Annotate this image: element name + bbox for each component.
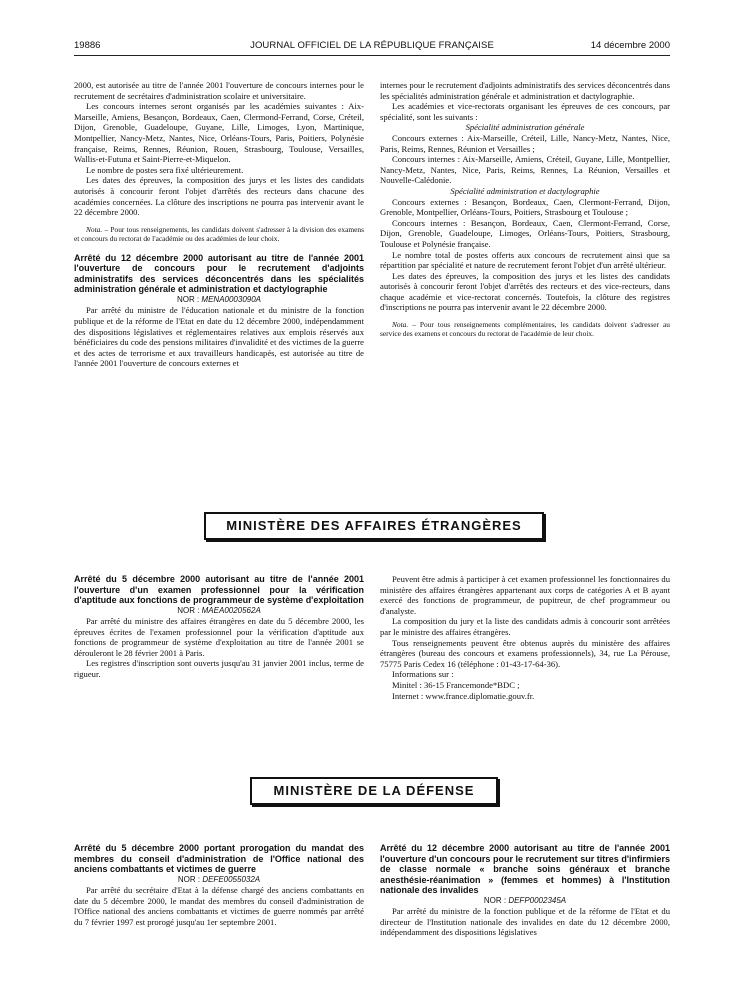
section1-right-column	[380, 80, 670, 338]
paragraph: Tous renseignements peuvent être obtenus auprès du ministère des affaires étrangères (bureau des concours et examens professionnels), 34, rue La Pérouse, 75775 Paris Cedex 16 (téléphone : 01-43-17-64-36).	[380, 637, 670, 669]
header-rule	[74, 55, 670, 56]
arrete-title: Arrêté du 5 décembre 2000 autorisant au titre de l'année 2001 l'ouverture d'un examen professionnel pour la vérification d'aptitude aux fonctions de programmeur de système d'exploitation	[74, 574, 364, 605]
nor-label: NOR :	[177, 874, 203, 884]
paragraph: Par arrêté du ministre des affaires étrangères en date du 5 décembre 2000, les épreuves écrites de l'examen professionnel pour la vérification d'aptitude aux fonctions de programmeur de système d'exploitation au titre de l'année 2001 se dérouleront le 28 février 2001 à Paris.	[74, 616, 364, 658]
paragraph: 2000, est autorisée au titre de l'année 2001 l'ouverture de concours internes pour le recrutement de secrétaires d'administration scolaire et universitaire.	[74, 80, 364, 101]
journal-title: JOURNAL OFFICIEL DE LA RÉPUBLIQUE FRANÇAISE	[250, 40, 494, 51]
nor-code: MAEA0020562A	[201, 605, 261, 615]
specialty-heading: Spécialité administration générale	[465, 122, 585, 133]
ministry-heading: MINISTÈRE DE LA DÉFENSE	[250, 777, 498, 805]
nor-label: NOR :	[177, 605, 202, 615]
paragraph: Les dates des épreuves, la composition des jurys et les listes des candidats autorisés à concourir feront l'objet d'arrêtés des recteurs et des vice-recteurs, dans chaque académie et vice-rectorat concernés. Toutefois, la clôture des registres d'inscriptions ne pourra pas intervenir avant le 22 décembre 2000.	[380, 270, 670, 313]
nor-reference	[380, 896, 670, 907]
paragraph: Concours externes : Aix-Marseille, Créteil, Lille, Nancy-Metz, Nantes, Nice, Paris, Reims, Rennes, Réunion et Versailles ;	[380, 132, 670, 154]
section3-right-column	[380, 843, 670, 938]
nota-label: Nota.	[392, 320, 409, 330]
arrete-title: Arrêté du 5 décembre 2000 portant prorogation du mandat des membres du conseil d'administration de l'Office national des anciens combattants et victimes de guerre	[74, 843, 364, 874]
nor-code: DEFP0002345A	[508, 895, 567, 905]
publication-date: 14 décembre 2000	[590, 40, 670, 51]
internet-line: Internet : www.france.diplomatie.gouv.fr.	[392, 690, 535, 701]
nota-label: Nota.	[86, 224, 103, 234]
nor-label: NOR :	[483, 895, 509, 905]
paragraph: Les dates des épreuves, la composition des jurys et les listes des candidats autorisés à concourir feront l'objet d'arrêtés des recteurs dans chacune des académies concernées. La clôture des inscriptions ne pourra pas intervenir avant le 22 décembre 2000.	[74, 175, 364, 218]
nor-reference	[74, 875, 364, 886]
paragraph: Peuvent être admis à participer à cet examen professionnel les fonctionnaires du ministère des affaires étrangères appartenant aux corps de catégories A et B ayant exercé des fonctions de programmeur, de pupitreur, de chef programmeur ou d'analyste.	[380, 574, 670, 616]
paragraph: internes pour le recrutement d'adjoints administratifs des services déconcentrés dans les spécialités administration générale et administration et dactylographie.	[380, 80, 670, 101]
ministry-heading: MINISTÈRE DES AFFAIRES ÉTRANGÈRES	[204, 512, 544, 540]
page-header	[74, 40, 670, 54]
nor-reference	[74, 606, 364, 617]
page-number: 19886	[74, 40, 101, 51]
paragraph: Concours externes : Besançon, Bordeaux, Caen, Clermont-Ferrand, Dijon, Grenoble, Montpellier, Orléans-Tours, Poitiers, Strasbourg et Toulouse ;	[380, 196, 670, 218]
paragraph: Par arrêté du ministre de la fonction publique et de la réforme de l'Etat et du directeur de l'Institution nationale des invalides en date du 12 décembre 2000, indépendamment des dispositions législatives	[380, 906, 670, 938]
paragraph: Concours internes : Aix-Marseille, Amiens, Créteil, Guyane, Lille, Montpellier, Nancy-Metz, Nantes, Nice, Paris, Reims, Rennes, La Réunion, Versailles et Nouvelle-Calédonie.	[380, 154, 670, 186]
paragraph: Les concours internes seront organisés par les académies suivantes : Aix-Marseille, Amiens, Besançon, Bordeaux, Caen, Clermond-Ferrand, Corse, Créteil, Dijon, Grenoble, Guadeloupe, Guyane, Lille, Limoges, Lyon, Martinique, Montpellier, Nancy-Metz, Nantes, Nice, Orléans-Tours, Paris, Poitiers, Polynésie française, Reims, Rennes, Réunion, Rouen, Strasbourg, Toulouse, Versailles, Wallis-et-Futuna et Saint-Pierre-et-Miquelon.	[74, 101, 364, 165]
specialty-heading: Spécialité administration et dactylographie	[450, 185, 600, 196]
section2-left-column	[74, 574, 364, 680]
nota	[380, 320, 670, 338]
paragraph: Les registres d'inscription sont ouverts jusqu'au 31 janvier 2001 inclus, terme de rigueur.	[74, 658, 364, 680]
nor-reference	[74, 295, 364, 306]
paragraph: Le nombre total de postes offerts aux concours de recrutement ainsi que sa répartition par spécialité et nature de recrutement feront l'objet d'un arrêté ultérieur.	[380, 249, 670, 271]
minitel-line: Minitel : 36-15 Francemonde*BDC ;	[392, 679, 520, 690]
nor-label: NOR :	[176, 294, 202, 304]
paragraph: Concours internes : Besançon, Bordeaux, Caen, Clermont-Ferrand, Corse, Dijon, Grenoble, Guadeloupe, Limoges, Orléans-Tours, Poitiers, Strasbourg, Toulouse et Polynésie française.	[380, 217, 670, 249]
paragraph: Les académies et vice-rectorats organisant les épreuves de ces concours, par spécialité, sont les suivants :	[380, 101, 670, 122]
nota-text: – Pour tous renseignements, les candidats doivent s'adresser à la division des examens et concours du rectorat de l'académie ou des académies de leur choix.	[74, 224, 364, 243]
nota	[74, 225, 364, 243]
arrete-title: Arrêté du 12 décembre 2000 autorisant au titre de l'année 2001 l'ouverture de concours pour le recrutement d'adjoints administratifs des services déconcentrés dans les spécialités administration générale et administration et dactylographie	[74, 252, 364, 295]
section1-left-column	[74, 80, 364, 369]
section3-left-column	[74, 843, 364, 927]
paragraph: Le nombre de postes sera fixé ultérieurement.	[86, 164, 244, 175]
nor-code: MENA0003090A	[201, 294, 262, 304]
nor-code: DEFE0055032A	[202, 874, 261, 884]
arrete-title: Arrêté du 12 décembre 2000 autorisant au titre de l'année 2001 l'ouverture d'un concours pour le recrutement sur titres d'infirmiers de classe normale « branche soins généraux et branche anesthésie-réanimation » (femmes et hommes) à l'Institution nationale des invalides	[380, 843, 670, 895]
section2-right-column	[380, 574, 670, 701]
paragraph: La composition du jury et la liste des candidats admis à concourir sont arrêtées par le ministre des affaires étrangères.	[380, 616, 670, 637]
info-label: Informations sur :	[392, 669, 454, 680]
paragraph: Par arrêté du secrétaire d'Etat à la défense chargé des anciens combattants en date du 5 décembre 2000, le mandat des membres du conseil d'administration de l'Office national des anciens combattants et victimes de guerre nommés par arrêté du 7 février 1997 est prorogé jusqu'au 1er septembre 2001.	[74, 885, 364, 927]
nota-text: – Pour tous renseignements complémentaires, les candidats doivent s'adresser au service des examens et concours du rectorat de l'académie de leur choix.	[380, 320, 670, 339]
paragraph: Par arrêté du ministre de l'éducation nationale et du ministre de la fonction publique et de la réforme de l'Etat en date du 12 décembre 2000, indépendamment des dispositions législatives et réglementaires relatives aux emplois réservés aux bénéficiaires du code des pensions militaires d'invalidité et des victimes de la guerre et des actes de terrorisme et aux travailleurs handicapés, est autorisée au titre de l'année 2001 l'ouverture de concours externes et	[74, 305, 364, 369]
